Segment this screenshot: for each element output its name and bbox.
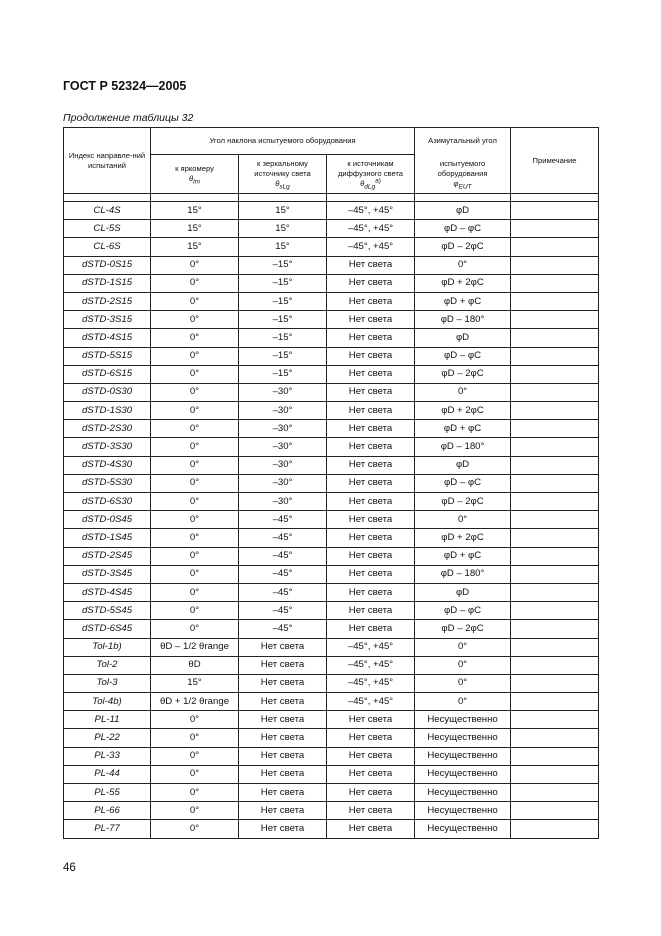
cell-note xyxy=(511,474,599,492)
cell-diffuse-source: Нет света xyxy=(327,292,415,310)
cell-brightness-meter: 15° xyxy=(151,220,239,238)
cell-mirror-source: –30° xyxy=(239,383,327,401)
cell-diffuse-source: Нет света xyxy=(327,711,415,729)
cell-index: dSTD-2S15 xyxy=(64,292,151,310)
col-header-azimuth: Азимутальный угол xyxy=(415,128,511,155)
cell-mirror-source: Нет света xyxy=(239,820,327,838)
cell-brightness-meter: θD + 1/2 θrange xyxy=(151,693,239,711)
cell-note xyxy=(511,547,599,565)
cell-brightness-meter: 0° xyxy=(151,547,239,565)
cell-note xyxy=(511,747,599,765)
cell-index: dSTD-6S45 xyxy=(64,620,151,638)
cell-mirror-source: –15° xyxy=(239,256,327,274)
table-row xyxy=(64,820,599,838)
table-row xyxy=(64,656,599,674)
cell-mirror-source: Нет света xyxy=(239,711,327,729)
cell-brightness-meter: 0° xyxy=(151,365,239,383)
table-row xyxy=(64,784,599,802)
cell-mirror-source: –45° xyxy=(239,565,327,583)
cell-brightness-meter: 15° xyxy=(151,674,239,692)
cell-azimuth: 0° xyxy=(415,674,511,692)
page-number: 46 xyxy=(63,862,76,874)
cell-azimuth: φD + 2φC xyxy=(415,402,511,420)
cell-note xyxy=(511,583,599,601)
cell-mirror-source: –30° xyxy=(239,420,327,438)
document-code: ГОСТ Р 52324—2005 xyxy=(63,79,187,93)
cell-index: PL-44 xyxy=(64,765,151,783)
cell-note xyxy=(511,638,599,656)
cell-azimuth: 0° xyxy=(415,256,511,274)
cell-mirror-source: Нет света xyxy=(239,693,327,711)
cell-index: PL-55 xyxy=(64,784,151,802)
cell-diffuse-source: –45°, +45° xyxy=(327,220,415,238)
table-row xyxy=(64,493,599,511)
cell-brightness-meter: 0° xyxy=(151,347,239,365)
cell-brightness-meter: 0° xyxy=(151,383,239,401)
cell-note xyxy=(511,529,599,547)
cell-azimuth: φD xyxy=(415,329,511,347)
col-header-note: Примечание xyxy=(511,128,599,194)
cell-brightness-meter: 0° xyxy=(151,784,239,802)
table-row xyxy=(64,365,599,383)
cell-mirror-source: –30° xyxy=(239,493,327,511)
cell-diffuse-source: Нет света xyxy=(327,493,415,511)
cell-azimuth: Несущественно xyxy=(415,765,511,783)
cell-azimuth: 0° xyxy=(415,638,511,656)
cell-azimuth: φD – 2φC xyxy=(415,365,511,383)
cell-brightness-meter: 0° xyxy=(151,747,239,765)
cell-brightness-meter: 0° xyxy=(151,292,239,310)
cell-azimuth: Несущественно xyxy=(415,802,511,820)
cell-azimuth: φD – φC xyxy=(415,347,511,365)
cell-brightness-meter: 0° xyxy=(151,511,239,529)
cell-azimuth: 0° xyxy=(415,383,511,401)
brightness-meter-label: к яркомеру xyxy=(175,164,214,173)
cell-brightness-meter: 15° xyxy=(151,238,239,256)
cell-diffuse-source: Нет света xyxy=(327,256,415,274)
azimuth-eut-symbol: $\varphi_{EUT}$ xyxy=(453,178,472,191)
cell-index: dSTD-0S45 xyxy=(64,511,151,529)
cell-diffuse-source: –45°, +45° xyxy=(327,202,415,220)
cell-brightness-meter: 0° xyxy=(151,329,239,347)
table-body xyxy=(64,202,599,839)
cell-index: dSTD-4S30 xyxy=(64,456,151,474)
cell-index: dSTD-0S30 xyxy=(64,383,151,401)
col-header-index: Индекс направле-ний испытаний xyxy=(64,128,151,194)
table-row xyxy=(64,674,599,692)
cell-index: dSTD-1S30 xyxy=(64,402,151,420)
cell-index: PL-11 xyxy=(64,711,151,729)
cell-diffuse-source: Нет света xyxy=(327,765,415,783)
cell-brightness-meter: 0° xyxy=(151,311,239,329)
table-row xyxy=(64,638,599,656)
cell-azimuth: Несущественно xyxy=(415,784,511,802)
table-row xyxy=(64,693,599,711)
cell-index: Tol-2 xyxy=(64,656,151,674)
cell-diffuse-source: Нет света xyxy=(327,420,415,438)
cell-mirror-source: Нет света xyxy=(239,802,327,820)
cell-index: PL-77 xyxy=(64,820,151,838)
cell-index: dSTD-5S30 xyxy=(64,474,151,492)
cell-mirror-source: Нет света xyxy=(239,784,327,802)
table-row xyxy=(64,329,599,347)
cell-diffuse-source: Нет света xyxy=(327,620,415,638)
col-header-diffuse-source xyxy=(327,155,415,194)
cell-diffuse-source: Нет света xyxy=(327,474,415,492)
cell-azimuth: φD – φC xyxy=(415,220,511,238)
cell-note xyxy=(511,420,599,438)
cell-index: dSTD-2S45 xyxy=(64,547,151,565)
cell-diffuse-source: Нет света xyxy=(327,438,415,456)
cell-index: dSTD-3S15 xyxy=(64,311,151,329)
cell-index: dSTD-6S15 xyxy=(64,365,151,383)
cell-mirror-source: Нет света xyxy=(239,674,327,692)
cell-brightness-meter: 0° xyxy=(151,802,239,820)
cell-azimuth: φD xyxy=(415,202,511,220)
cell-brightness-meter: 0° xyxy=(151,256,239,274)
cell-azimuth: 0° xyxy=(415,656,511,674)
cell-index: dSTD-3S30 xyxy=(64,438,151,456)
table-row xyxy=(64,529,599,547)
cell-azimuth: Несущественно xyxy=(415,711,511,729)
cell-mirror-source: –15° xyxy=(239,365,327,383)
cell-mirror-source: Нет света xyxy=(239,747,327,765)
cell-index: dSTD-5S45 xyxy=(64,602,151,620)
cell-index: dSTD-5S15 xyxy=(64,347,151,365)
cell-note xyxy=(511,311,599,329)
cell-mirror-source: Нет света xyxy=(239,729,327,747)
diffuse-source-label: к источникам диффузного света xyxy=(337,159,404,178)
cell-azimuth: Несущественно xyxy=(415,820,511,838)
cell-mirror-source: –30° xyxy=(239,402,327,420)
cell-note xyxy=(511,493,599,511)
cell-note xyxy=(511,438,599,456)
table-row xyxy=(64,292,599,310)
cell-diffuse-source: Нет света xyxy=(327,274,415,292)
cell-azimuth: Несущественно xyxy=(415,729,511,747)
table-row xyxy=(64,256,599,274)
cell-azimuth: φD xyxy=(415,456,511,474)
table-row xyxy=(64,220,599,238)
table-row xyxy=(64,802,599,820)
cell-brightness-meter: 0° xyxy=(151,493,239,511)
cell-azimuth: φD – 2φC xyxy=(415,238,511,256)
cell-diffuse-source: Нет света xyxy=(327,565,415,583)
cell-index: PL-66 xyxy=(64,802,151,820)
table-row xyxy=(64,474,599,492)
cell-mirror-source: 15° xyxy=(239,220,327,238)
cell-mirror-source: –45° xyxy=(239,547,327,565)
cell-mirror-source: –30° xyxy=(239,438,327,456)
cell-index: dSTD-3S45 xyxy=(64,565,151,583)
cell-brightness-meter: 0° xyxy=(151,729,239,747)
table-row xyxy=(64,765,599,783)
cell-diffuse-source: Нет света xyxy=(327,529,415,547)
diffuse-source-symbol: $\theta_{dLg}^{a)}$ xyxy=(360,177,381,191)
cell-index: dSTD-1S45 xyxy=(64,529,151,547)
cell-note xyxy=(511,365,599,383)
cell-mirror-source: 15° xyxy=(239,238,327,256)
table-caption: Продолжение таблицы 32 xyxy=(63,112,194,124)
cell-brightness-meter: 0° xyxy=(151,438,239,456)
cell-index: PL-22 xyxy=(64,729,151,747)
cell-note xyxy=(511,292,599,310)
cell-diffuse-source: Нет света xyxy=(327,802,415,820)
cell-brightness-meter: θD xyxy=(151,656,239,674)
table-row xyxy=(64,711,599,729)
cell-mirror-source: Нет света xyxy=(239,765,327,783)
col-header-mirror-source xyxy=(239,155,327,194)
cell-mirror-source: –15° xyxy=(239,311,327,329)
cell-diffuse-source: Нет света xyxy=(327,365,415,383)
cell-azimuth: φD + φC xyxy=(415,292,511,310)
cell-brightness-meter: 0° xyxy=(151,420,239,438)
cell-diffuse-source: Нет света xyxy=(327,329,415,347)
col-header-tilt: Угол наклона испытуемого оборудования xyxy=(151,128,415,155)
cell-diffuse-source: Нет света xyxy=(327,347,415,365)
cell-diffuse-source: –45°, +45° xyxy=(327,674,415,692)
cell-diffuse-source: Нет света xyxy=(327,820,415,838)
cell-mirror-source: –15° xyxy=(239,329,327,347)
table-row xyxy=(64,383,599,401)
cell-brightness-meter: 0° xyxy=(151,820,239,838)
cell-index: Tol-1b) xyxy=(64,638,151,656)
cell-mirror-source: –15° xyxy=(239,292,327,310)
cell-index: CL-4S xyxy=(64,202,151,220)
cell-note xyxy=(511,256,599,274)
cell-azimuth: φD – φC xyxy=(415,474,511,492)
cell-azimuth: φD + φC xyxy=(415,547,511,565)
cell-diffuse-source: Нет света xyxy=(327,729,415,747)
cell-index: CL-6S xyxy=(64,238,151,256)
cell-note xyxy=(511,602,599,620)
cell-azimuth: 0° xyxy=(415,693,511,711)
cell-brightness-meter: 0° xyxy=(151,711,239,729)
table-row xyxy=(64,311,599,329)
cell-brightness-meter: 0° xyxy=(151,456,239,474)
cell-note xyxy=(511,820,599,838)
cell-diffuse-source: Нет света xyxy=(327,747,415,765)
cell-mirror-source: Нет света xyxy=(239,656,327,674)
azimuth-eut-label: испытуемого оборудования xyxy=(437,158,488,178)
table-row xyxy=(64,238,599,256)
cell-azimuth: φD + 2φC xyxy=(415,529,511,547)
cell-index: Tol-3 xyxy=(64,674,151,692)
table-row xyxy=(64,602,599,620)
cell-index: dSTD-6S30 xyxy=(64,493,151,511)
cell-diffuse-source: Нет света xyxy=(327,602,415,620)
cell-azimuth: φD + 2φC xyxy=(415,274,511,292)
cell-mirror-source: –15° xyxy=(239,347,327,365)
cell-note xyxy=(511,711,599,729)
cell-diffuse-source: Нет света xyxy=(327,383,415,401)
cell-note xyxy=(511,765,599,783)
cell-azimuth: φD – 2φC xyxy=(415,620,511,638)
cell-note xyxy=(511,238,599,256)
cell-brightness-meter: 0° xyxy=(151,565,239,583)
cell-note xyxy=(511,656,599,674)
table-row xyxy=(64,456,599,474)
brightness-meter-symbol: $\theta_{lm}$ xyxy=(189,174,200,186)
cell-diffuse-source: –45°, +45° xyxy=(327,638,415,656)
cell-azimuth: φD + φC xyxy=(415,420,511,438)
cell-diffuse-source: –45°, +45° xyxy=(327,693,415,711)
cell-note xyxy=(511,784,599,802)
cell-diffuse-source: Нет света xyxy=(327,784,415,802)
cell-index: PL-33 xyxy=(64,747,151,765)
table-row xyxy=(64,420,599,438)
cell-brightness-meter: 0° xyxy=(151,765,239,783)
table-row xyxy=(64,402,599,420)
cell-index: dSTD-4S45 xyxy=(64,583,151,601)
cell-note xyxy=(511,456,599,474)
cell-azimuth: 0° xyxy=(415,511,511,529)
cell-note xyxy=(511,674,599,692)
cell-brightness-meter: θD – 1/2 θrange xyxy=(151,638,239,656)
cell-brightness-meter: 0° xyxy=(151,474,239,492)
table-row xyxy=(64,729,599,747)
cell-note xyxy=(511,802,599,820)
cell-azimuth: φD – 180° xyxy=(415,565,511,583)
table-row xyxy=(64,547,599,565)
cell-note xyxy=(511,347,599,365)
cell-mirror-source: –30° xyxy=(239,474,327,492)
cell-diffuse-source: Нет света xyxy=(327,311,415,329)
mirror-source-label: к зеркальному источнику света xyxy=(254,159,311,178)
table-row xyxy=(64,438,599,456)
cell-index: CL-5S xyxy=(64,220,151,238)
cell-brightness-meter: 0° xyxy=(151,583,239,601)
cell-note xyxy=(511,383,599,401)
cell-index: dSTD-0S15 xyxy=(64,256,151,274)
cell-diffuse-source: Нет света xyxy=(327,456,415,474)
cell-note xyxy=(511,402,599,420)
cell-brightness-meter: 0° xyxy=(151,602,239,620)
cell-mirror-source: –45° xyxy=(239,620,327,638)
table-row xyxy=(64,620,599,638)
cell-brightness-meter: 0° xyxy=(151,274,239,292)
cell-mirror-source: –45° xyxy=(239,511,327,529)
cell-azimuth: φD – 2φC xyxy=(415,493,511,511)
cell-diffuse-source: Нет света xyxy=(327,583,415,601)
table-row xyxy=(64,565,599,583)
cell-diffuse-source: Нет света xyxy=(327,547,415,565)
cell-note xyxy=(511,329,599,347)
cell-azimuth: φD xyxy=(415,583,511,601)
col-header-azimuth-eut xyxy=(415,155,511,194)
cell-index: dSTD-4S15 xyxy=(64,329,151,347)
cell-note xyxy=(511,565,599,583)
table-row xyxy=(64,583,599,601)
cell-mirror-source: –30° xyxy=(239,456,327,474)
cell-diffuse-source: –45°, +45° xyxy=(327,238,415,256)
cell-azimuth: Несущественно xyxy=(415,747,511,765)
cell-index: dSTD-2S30 xyxy=(64,420,151,438)
cell-diffuse-source: –45°, +45° xyxy=(327,656,415,674)
cell-note xyxy=(511,511,599,529)
table-row xyxy=(64,274,599,292)
cell-azimuth: φD – 180° xyxy=(415,438,511,456)
table-row xyxy=(64,747,599,765)
cell-diffuse-source: Нет света xyxy=(327,402,415,420)
mirror-source-symbol: $\theta_{sLg}$ xyxy=(275,179,290,191)
cell-brightness-meter: 0° xyxy=(151,529,239,547)
header-gap xyxy=(64,194,599,202)
cell-mirror-source: Нет света xyxy=(239,638,327,656)
cell-index: dSTD-1S15 xyxy=(64,274,151,292)
cell-azimuth: φD – 180° xyxy=(415,311,511,329)
cell-mirror-source: –45° xyxy=(239,583,327,601)
cell-note xyxy=(511,620,599,638)
cell-mirror-source: –15° xyxy=(239,274,327,292)
cell-brightness-meter: 0° xyxy=(151,620,239,638)
cell-note xyxy=(511,202,599,220)
table-row xyxy=(64,511,599,529)
table-row xyxy=(64,202,599,220)
cell-brightness-meter: 15° xyxy=(151,202,239,220)
cell-note xyxy=(511,729,599,747)
cell-azimuth: φD – φC xyxy=(415,602,511,620)
cell-note xyxy=(511,220,599,238)
cell-index: Tol-4b) xyxy=(64,693,151,711)
cell-mirror-source: 15° xyxy=(239,202,327,220)
cell-brightness-meter: 0° xyxy=(151,402,239,420)
cell-note xyxy=(511,274,599,292)
cell-diffuse-source: Нет света xyxy=(327,511,415,529)
cell-mirror-source: –45° xyxy=(239,529,327,547)
cell-mirror-source: –45° xyxy=(239,602,327,620)
col-header-brightness-meter xyxy=(151,155,239,194)
angles-table xyxy=(63,127,599,839)
cell-note xyxy=(511,693,599,711)
table-row xyxy=(64,347,599,365)
